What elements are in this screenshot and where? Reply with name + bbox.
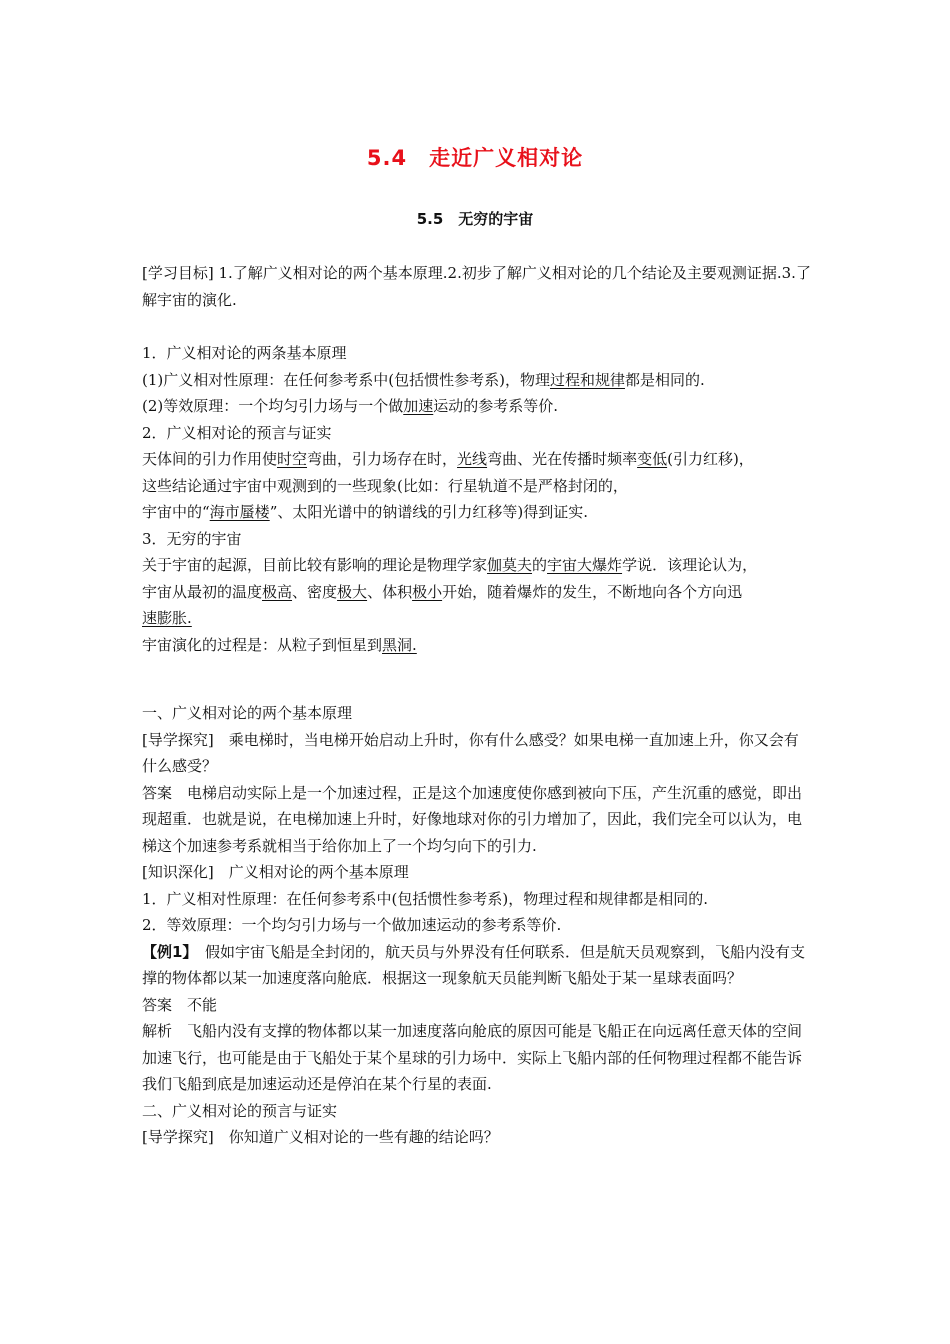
blank-answer: 时空: [277, 450, 308, 468]
summary-line: 宇宙中的“海市蜃楼”、太阳光谱中的钠谱线的引力红移等)得到证实.: [142, 503, 588, 521]
summary-heading-3: 3．无穷的宇宙: [142, 529, 242, 548]
goals-text: [学习目标] 1.了解广义相对论的两个基本原理.2.初步了解广义相对论的几个结论及主要观测证据.3.了解宇宙的演化.: [142, 264, 811, 309]
summary-heading-2: 2．广义相对论的预言与证实: [142, 423, 332, 442]
summary-line: 宇宙演化的过程是：从粒子到恒星到黑洞.: [142, 635, 417, 654]
summary-section: [142, 340, 812, 658]
knowledge-point-2: 2．等效原理：一个均匀引力场与一个做加速运动的参考系等价.: [142, 916, 562, 934]
summary-line: 这些结论通过宇宙中观测到的一些现象(比如：行星轨道不是严格封闭的，: [142, 476, 628, 495]
summary-line: 宇宙从最初的温度极高、密度极大、体积极小开始，随着爆炸的发生，不断地向各个方向迅: [142, 582, 743, 601]
blank-answer: 速膨胀.: [142, 609, 192, 627]
page-title: 5.4 走近广义相对论: [366, 146, 584, 170]
example-answer: 答案 不能: [142, 995, 218, 1014]
blank-answer: 光线: [457, 450, 488, 468]
section-2-heading: 二、广义相对论的预言与证实: [142, 1101, 338, 1120]
guide-answer: 答案 电梯启动实际上是一个加速过程，正是这个加速度使你感到被向下压，产生沉重的感觉，即出现超重．也就是说，在电梯加速上升时，好像地球对你的引力增加了，因此，我们完全可以认为，电梯这个加速参考系就相当于给你加上了一个均匀向下的引力.: [142, 783, 803, 855]
example-analysis: 解析 飞船内没有支撑的物体都以某一加速度落向舱底的原因可能是飞船正在向远离任意天体的空间加速飞行，也可能是由于飞船处于某个星球的引力场中．实际上飞船内部的任何物理过程都不能告诉我们飞船到底是加速运动还是停泊在某个行星的表面.: [142, 1022, 803, 1093]
summary-line: 关于宇宙的起源，目前比较有影响的理论是物理学家伽莫夫的宇宙大爆炸学说．该理论认为，: [142, 556, 758, 574]
blank-answer: 黑洞.: [382, 635, 417, 654]
learning-goals: [142, 260, 812, 313]
summary-line: (2)等效原理：一个均匀引力场与一个做加速运动的参考系等价.: [142, 397, 559, 415]
guide-question: [导学探究] 乘电梯时，当电梯开始启动上升时，你有什么感受？如果电梯一直加速上升，你又会有什么感受？: [142, 730, 799, 775]
knowledge-deepen-title: [知识深化] 广义相对论的两个基本原理: [142, 863, 409, 881]
summary-line: (1)广义相对性原理：在任何参考系中(包括惯性参考系)，物理过程和规律都是相同的.: [142, 370, 705, 389]
summary-line: 天体间的引力作用使时空弯曲，引力场存在时，光线弯曲、光在传播时频率变低(引力红移)，: [142, 450, 754, 468]
summary-heading-1: 1．广义相对论的两条基本原理: [142, 344, 347, 362]
blank-answer: 极小: [412, 582, 443, 601]
blank-answer: 极高: [262, 582, 293, 601]
section-1-heading: 一、广义相对论的两个基本原理: [142, 704, 353, 722]
blank-answer: 宇宙大爆炸: [547, 556, 623, 574]
guide-question-2: [导学探究] 你知道广义相对论的一些有趣的结论吗？: [142, 1128, 499, 1146]
blank-answer: 过程和规律: [549, 370, 625, 389]
blank-answer: 加速: [403, 397, 434, 415]
blank-answer: 变低: [637, 450, 668, 468]
example-1: 【例1】 假如宇宙飞船是全封闭的，航天员与外界没有任何联系．但是航天员观察到，飞船内没有支撑的物体都以某一加速度落向舱底．根据这一现象航天员能判断飞船处于某一星球表面吗？: [142, 942, 805, 987]
blank-answer: 海市蜃楼: [209, 503, 270, 521]
page-subtitle: 5.5 无穷的宇宙: [416, 210, 534, 228]
section-1: [142, 700, 812, 1151]
example-tag: 【例1】: [142, 942, 190, 961]
summary-line: [142, 605, 812, 632]
knowledge-point-1: 1．广义相对性原理：在任何参考系中(包括惯性参考系)，物理过程和规律都是相同的.: [142, 889, 709, 908]
blank-answer: 极大: [337, 582, 368, 601]
blank-answer: 伽莫夫: [487, 556, 533, 574]
